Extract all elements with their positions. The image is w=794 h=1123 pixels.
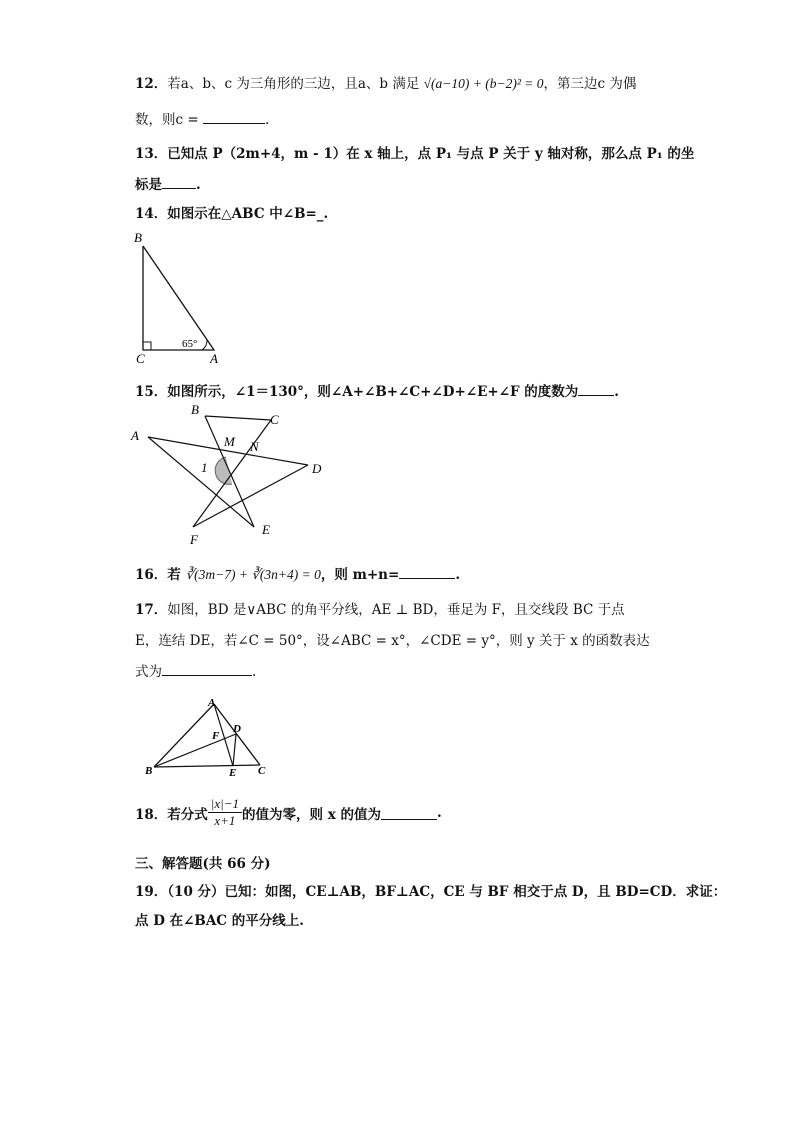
question-15-period: .: [614, 384, 619, 400]
question-14-text: 如图示在△ABC 中∠B=_.: [167, 206, 329, 222]
label-c: C: [136, 351, 145, 366]
label-1: 1: [201, 460, 208, 475]
answer-blank-12[interactable]: [203, 109, 265, 124]
answer-blank-15[interactable]: [578, 381, 614, 396]
question-16-period: .: [455, 567, 461, 583]
question-17-line-3: [135, 660, 256, 680]
label-d: D: [312, 461, 322, 476]
answer-blank-16[interactable]: [399, 564, 455, 579]
question-16-formula: ∛(3m−7) + ∛(3n+4) = 0: [185, 567, 321, 582]
question-12-number: 12．: [135, 76, 168, 92]
fraction-denominator: x+1: [214, 813, 236, 828]
label-f: F: [212, 730, 220, 742]
question-19-number: 19．: [135, 884, 168, 900]
question-12-text-end: ，第三边c 为偶: [543, 76, 637, 92]
question-18-number: 18．: [135, 806, 168, 823]
question-12-text-2: 数，则c =: [135, 112, 199, 128]
label-b: B: [134, 230, 142, 245]
label-d: D: [233, 723, 241, 735]
question-17-number: 17．: [135, 602, 168, 618]
question-13-period: .: [196, 177, 201, 193]
question-19-line-2: [135, 909, 304, 929]
question-12-line-2: [135, 108, 269, 128]
question-16-number: 16．: [135, 567, 168, 583]
question-12-formula: √(a−10) + (b−2)² = 0: [423, 76, 544, 91]
question-15-text: 如图所示，∠1＝130°，则∠A+∠B+∠C+∠D+∠E+∠F 的度数为: [167, 384, 579, 400]
answer-blank-13[interactable]: [162, 174, 196, 189]
label-angle-65: 65°: [182, 338, 198, 350]
label-b: B: [191, 402, 199, 417]
label-e: E: [229, 767, 237, 779]
question-19-text: （10 分）已知：如图，CE⊥AB，BF⊥AC，CE 与 BF 相交于点 D，且 BD=CD．求证：: [167, 884, 727, 900]
question-18-fraction: [208, 796, 242, 829]
question-16-line: [135, 563, 460, 583]
label-m: M: [224, 434, 235, 449]
label-e: E: [262, 522, 270, 537]
question-13-line-1: [135, 142, 694, 162]
question-14-number: 14．: [135, 206, 168, 222]
label-c: C: [258, 765, 266, 777]
label-a: A: [208, 697, 216, 709]
question-12-text: 若a、b、c 为三角形的三边，且a、b 满足: [167, 76, 420, 92]
question-18-text: 若分式: [167, 806, 208, 823]
right-angle-mark: [143, 342, 151, 350]
question-13-number: 13．: [135, 146, 168, 162]
question-19-text-2: 点 D 在∠BAC 的平分线上.: [135, 913, 304, 929]
question-16-text: 若: [167, 567, 181, 583]
question-12-line-1: [135, 72, 636, 92]
label-n: N: [250, 439, 259, 454]
figure-14-triangle: [128, 228, 228, 368]
label-f: F: [190, 532, 198, 547]
label-a: A: [131, 428, 139, 443]
question-13-text: 已知点 P（2m+4，m - 1）在 x 轴上，点 P₁ 与点 P 关于 y 轴对称，那么点 P₁ 的坐: [167, 146, 695, 162]
question-17-line-1: [135, 598, 625, 618]
question-18-text-2: 的值为零，则 x 的值为: [242, 806, 381, 823]
section-3-title: 三、解答题(共 66 分): [135, 856, 271, 872]
label-c: C: [270, 412, 279, 427]
label-a: A: [210, 351, 218, 366]
label-b: B: [145, 765, 153, 777]
question-17-text-3: 式为: [135, 664, 162, 680]
question-14-line: [135, 202, 328, 222]
answer-blank-17[interactable]: [162, 661, 252, 676]
figure-17-triangle: [140, 694, 280, 784]
question-18-line: [135, 796, 442, 829]
question-17-text-2: E，连结 DE，若∠C = 50°，设∠ABC = x°，∠CDE = y°，则 y 关于 x 的函数表达: [135, 633, 650, 649]
question-13-line-2: [135, 173, 201, 193]
question-13-text-2: 标是: [135, 177, 162, 193]
question-18-period: .: [436, 804, 442, 821]
question-17-period: .: [252, 664, 257, 680]
triangle-abc: [143, 246, 214, 350]
fraction-numerator: |x|−1: [208, 796, 242, 813]
question-15-line: [135, 380, 619, 400]
question-19-line-1: [135, 880, 726, 900]
question-12-period: .: [264, 112, 270, 128]
question-17-text: 如图，BD 是∨ABC 的角平分线，AE ⊥ BD，垂足为 F，且交线段 BC 于点: [167, 602, 625, 618]
question-15-number: 15．: [135, 384, 168, 400]
question-16-text-2: ，则 m+n=: [320, 567, 400, 583]
figure-15-star: [128, 400, 338, 550]
question-17-line-2: [135, 629, 650, 649]
answer-blank-18[interactable]: [381, 805, 437, 820]
